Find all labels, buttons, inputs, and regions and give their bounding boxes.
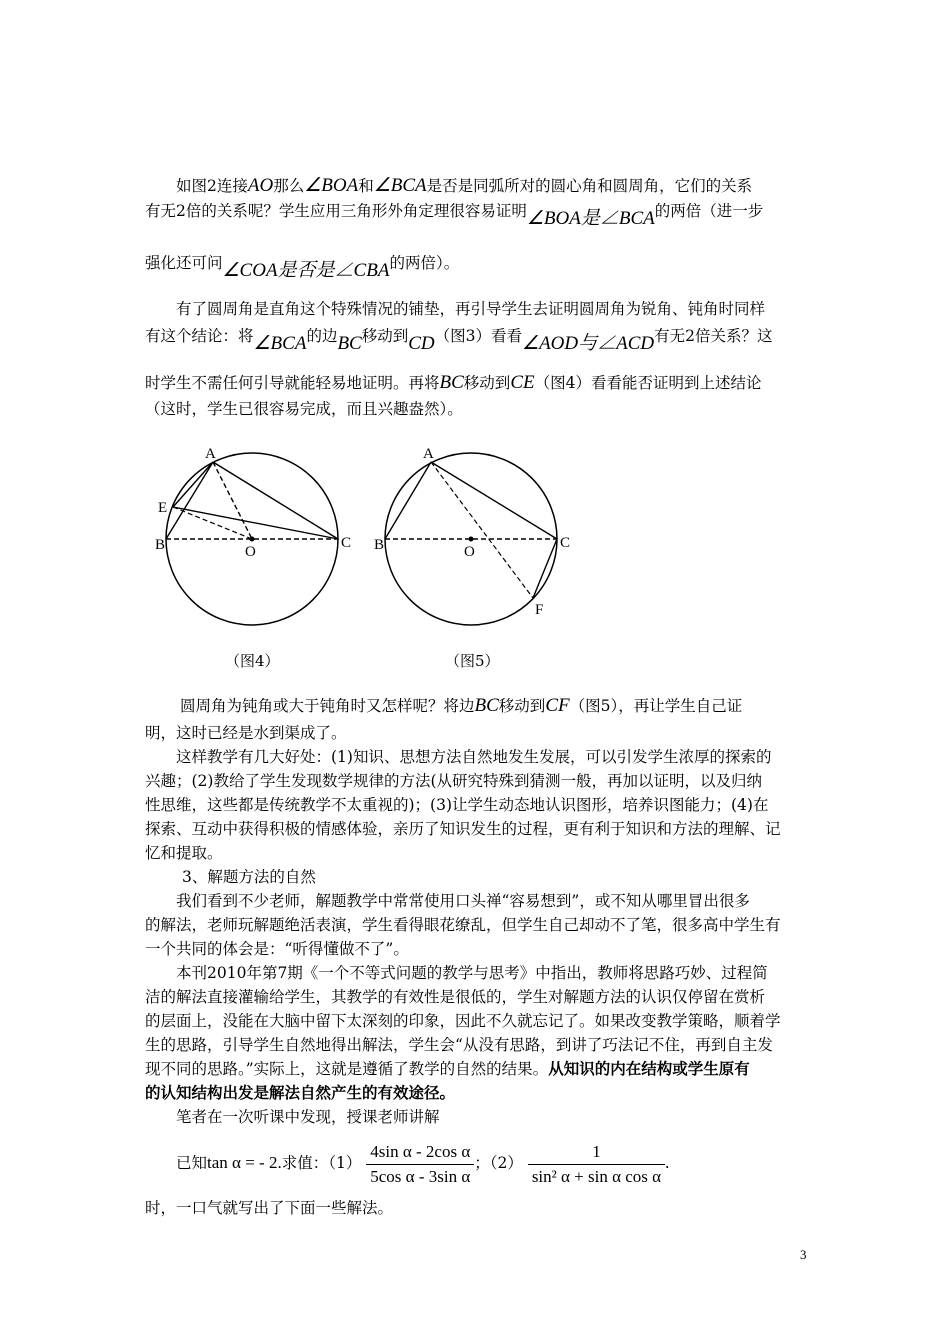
fig4-AE [173,462,213,507]
para5-line2: 的解法，老师玩解题绝活表演，学生看得眼花缭乱，但学生自己却动不了笔，很多高中学生有 [145,916,781,934]
fig5-AF [431,462,533,598]
fig5-label-B: B [374,537,385,553]
para6-line5: 现不同的思路。”实际上，这就是遵循了教学的自然的结果。从知识的内在结构或学生原有 [145,1059,750,1078]
para6-line2: 洁的解法直接灌输给学生，其教学的有效性是很低的，学生对解题方法的认识仅停留在赏析 [145,988,766,1006]
para5-line3: 一个共同的体会是：“听得懂做不了”。 [145,940,409,958]
figure-5 [365,435,580,635]
para2-line2: 有这个结论：将∠BCA的边BC移动到CD（图3）看看∠AOD与∠ACD有无2倍关系？这 [145,327,773,354]
fig5-label-A: A [423,446,434,462]
fig5-center [469,537,474,542]
fraction-2: $\frac{1}{\text{sin² α + sin α cos α}}$ [528,1142,665,1187]
para7-line2-formula: 已知tan α = - 2.求值：（1） $\frac{\text{4sin α - 2cos α}}{\text{5cos α - 3sin α}}$ ；（2） $\frac{1}{\text{sin² α + sin α cos α}}$ . [176,1141,670,1186]
para1-line2: 有无2倍的关系呢？学生应用三角形外角定理很容易证明∠BOA是∠BCA的两倍（进一步 [145,202,764,229]
para4-line5: 忆和提取。 [145,844,223,862]
fig5-AB [385,462,431,539]
para7-line1: 笔者在一次听课中发现，授课老师讲解 [176,1108,440,1126]
para6-line3: 的层面上，没能在大脑中留下太深刻的印象，因此不久就忘记了。如果改变教学策略，顺着学 [145,1012,781,1030]
section-heading-3: 3、解题方法的自然 [182,868,316,886]
para3-line2: 明，这时已经是水到渠成了。 [145,724,347,742]
para6-line6: 的认知结构出发是解法自然产生的有效途径。 [145,1083,456,1102]
para6-line4: 生的思路，引导学生自然地得出解法，学生会“从没有思路，到讲了巧法记不住，再到自主发 [145,1036,773,1054]
para7-line3: 时，一口气就写出了下面一些解法。 [145,1199,394,1217]
page-number: 3 [800,1247,807,1262]
fig5-CF [533,539,557,598]
fig4-center [250,537,255,542]
para1-line1: 如图2连接AO那么∠BOA和∠BCA是否是同弧所对的圆心角和圆周角，它们的关系 [176,175,753,196]
para2-line4: （这时，学生已很容易完成，而且兴趣盎然）。 [145,400,463,418]
fig4-label-E: E [158,500,168,516]
para5-line1: 我们看到不少老师，解题教学中常常使用口头禅“容易想到”，或不知从哪里冒出很多 [176,892,750,910]
para4-line2: 兴趣；(2)教给了学生发现数学规律的方法(从研究特殊到猜测一般，再加以证明，以及归纳 [145,772,763,790]
fig4-EO [173,507,252,539]
fig4-label-O: O [245,544,256,560]
figure-4 [145,435,360,635]
fig4-caption: （图4） [225,652,280,670]
fraction-1: $\frac{\text{4sin α - 2cos α}}{\text{5cos α - 3sin α}}$ [366,1142,474,1187]
fig4-label-B: B [155,537,166,553]
para4-line4: 探索、互动中获得积极的情感体验，亲历了知识发生的过程，更有利于知识和方法的理解、记 [145,820,781,838]
fig5-AC [431,462,557,539]
para6-line1: 本刊2010年第7期《一个不等式问题的教学与思考》中指出，教师将思路巧妙、过程简 [176,964,768,982]
para2-line1: 有了圆周角是直角这个特殊情况的铺垫，再引导学生去证明圆周角为锐角、钝角时同样 [176,300,766,318]
fig4-label-A: A [205,446,216,462]
para4-line3: 性思维，这些都是传统教学不太重视的)；(3)让学生动态地认识图形，培养识图能力；(4)在 [145,796,769,814]
fig4-AB [166,462,213,539]
para2-line3: 时学生不需任何引导就能轻易地证明。再将BC移动到CE（图4）看看能否证明到上述结论 [145,372,762,393]
fig5-label-C: C [560,535,571,551]
fig5-label-F: F [535,602,544,618]
para3-line1: 圆周角为钝角或大于钝角时又怎样呢？将边BC移动到CF（图5），再让学生自己证 [180,695,743,716]
fig5-label-O: O [464,544,475,560]
fig4-label-C: C [341,535,352,551]
fig5-caption: （图5） [445,652,500,670]
para1-line3: 强化还可问∠COA是否是∠CBA的两倍）。 [145,254,460,281]
para4-line1: 这样教学有几大好处：(1)知识、思想方法自然地发生发展，可以引发学生浓厚的探索的 [176,748,772,766]
